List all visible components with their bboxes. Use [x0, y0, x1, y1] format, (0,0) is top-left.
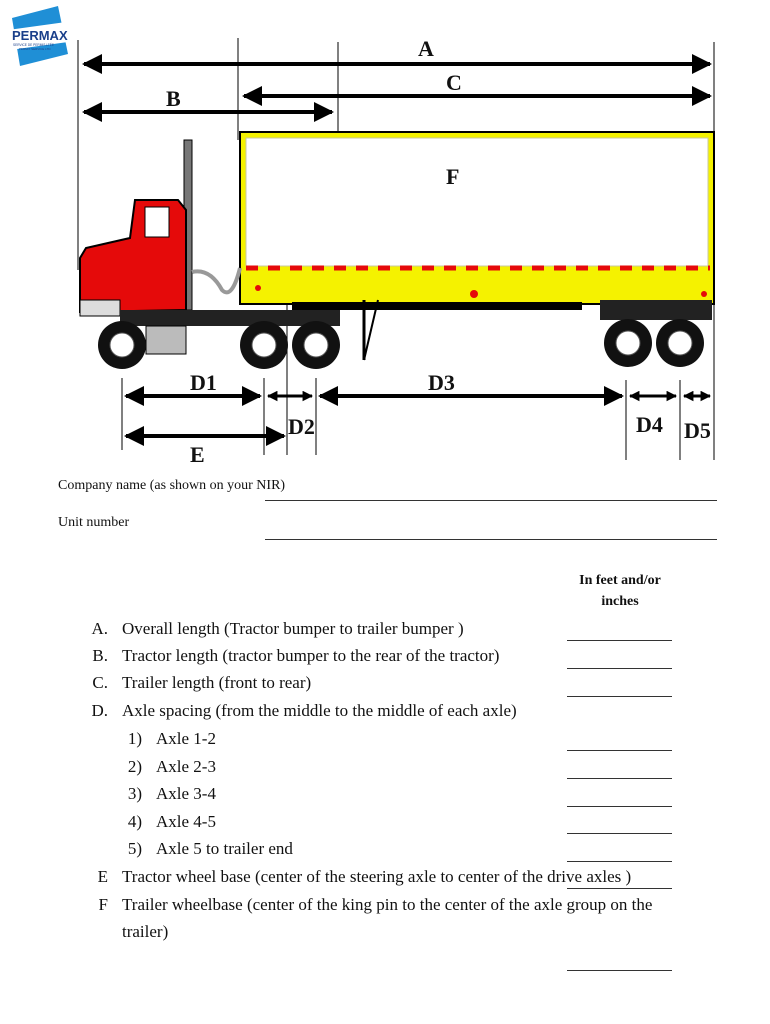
answer-line-b[interactable]: [567, 668, 672, 669]
logo-tagline-2: PERMIT SERVICE LTD: [19, 47, 51, 51]
label-c: C: [446, 70, 462, 95]
item-f: [84, 894, 652, 916]
logo-brand: PERMAX: [12, 28, 68, 43]
item-key: C.: [92, 673, 108, 692]
answer-line-d5[interactable]: [567, 861, 672, 862]
item-c: [84, 672, 311, 694]
label-d1: D1: [190, 370, 217, 395]
item-text: Tractor length (tractor bumper to the rear of the tractor): [122, 646, 500, 665]
label-d4: D4: [636, 412, 663, 437]
item-text: Overall length (Tractor bumper to trailer bumper ): [122, 619, 464, 638]
item-key: E: [97, 867, 108, 886]
item-text: Axle 5 to trailer end: [156, 839, 293, 858]
item-key: 1): [127, 729, 142, 748]
truck-dimension-diagram: [0, 0, 770, 470]
item-key: F: [98, 895, 108, 914]
item-key: B.: [92, 646, 108, 665]
item-text: Axle spacing (from the middle to the middle of each axle): [122, 701, 517, 720]
item-key: 2): [127, 757, 142, 776]
item-text: Axle 4-5: [156, 812, 216, 831]
item-d: [84, 700, 517, 722]
logo-tagline-1: SERVICE DE PERMIS LTÉE: [13, 43, 54, 47]
answer-line-a[interactable]: [567, 640, 672, 641]
column-header-line-1: In feet and/or: [579, 573, 661, 588]
answer-line-e[interactable]: [567, 888, 672, 889]
item-e: [84, 866, 631, 888]
column-header-line-2: inches: [601, 594, 639, 609]
answer-line-d3[interactable]: [567, 806, 672, 807]
item-key: 4): [127, 812, 142, 831]
item-b: [84, 645, 499, 667]
item-text: Axle 2-3: [156, 757, 216, 776]
item-f-continued: [84, 921, 168, 943]
item-key: A.: [91, 619, 108, 638]
item-text: Axle 1-2: [156, 729, 216, 748]
item-a: [84, 618, 464, 640]
company-name-label: Company name (as shown on your NIR): [58, 478, 286, 493]
column-header: [562, 570, 678, 612]
label-d2: D2: [288, 414, 315, 439]
item-key: 3): [127, 784, 142, 803]
label-b: B: [166, 86, 181, 111]
label-e: E: [190, 442, 205, 467]
label-d5: D5: [684, 418, 711, 443]
item-text: Trailer wheelbase (center of the king pin to the center of the axle group on the: [122, 895, 653, 914]
item-key: 5): [127, 839, 142, 858]
answer-line-c[interactable]: [567, 696, 672, 697]
label-f: F: [446, 164, 460, 189]
wheels: [98, 319, 704, 369]
label-d3: D3: [428, 370, 455, 395]
unit-number-field[interactable]: [265, 539, 717, 540]
answer-line-d4[interactable]: [567, 833, 672, 834]
unit-number-label: Unit number: [58, 515, 130, 530]
item-d1: [122, 728, 216, 750]
item-d3: [122, 783, 216, 805]
item-d5: [122, 838, 293, 860]
label-a: A: [418, 36, 434, 61]
answer-line-d1[interactable]: [567, 750, 672, 751]
item-text: trailer): [122, 922, 169, 941]
item-text: Trailer length (front to rear): [122, 673, 312, 692]
item-key: D.: [91, 701, 108, 720]
company-name-field[interactable]: [265, 500, 717, 501]
item-d2: [122, 756, 216, 778]
answer-line-d2[interactable]: [567, 778, 672, 779]
item-d4: [122, 811, 216, 833]
item-text: Tractor wheel base (center of the steering axle to center of the drive axles ): [122, 867, 632, 886]
answer-line-f[interactable]: [567, 970, 672, 971]
item-text: Axle 3-4: [156, 784, 216, 803]
